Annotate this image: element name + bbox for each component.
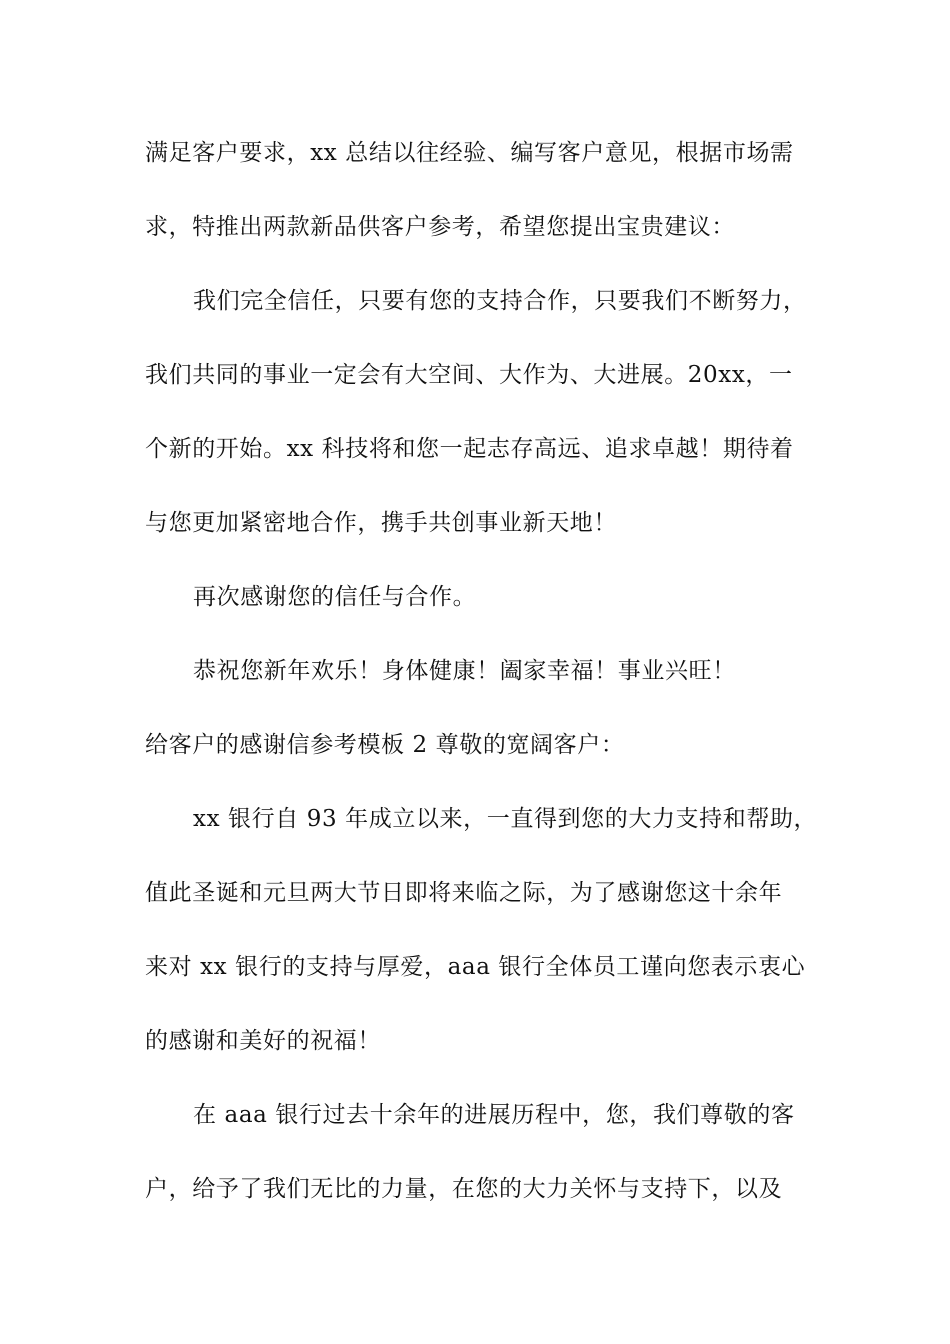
text-line-12: 来对 xx 银行的支持与厚爱，aaa 银行全体员工谨向您表示衷心 — [145, 954, 806, 980]
section-heading: 给客户的感谢信参考模板 2 尊敬的宽阔客户： — [145, 732, 625, 758]
text-line-4: 我们共同的事业一定会有大空间、大作为、大进展。20xx，一 — [145, 362, 793, 388]
text-line-1: 满足客户要求，xx 总结以往经验、编写客户意见，根据市场需 — [145, 140, 794, 166]
text-line-6: 与您更加紧密地合作，携手共创事业新天地！ — [145, 510, 617, 536]
text-line-7: 再次感谢您的信任与合作。 — [193, 584, 477, 610]
text-line-11: 值此圣诞和元旦两大节日即将来临之际，为了感谢您这十余年 — [145, 880, 783, 906]
text-line-13: 的感谢和美好的祝福！ — [145, 1028, 381, 1054]
text-line-14: 在 aaa 银行过去十余年的进展历程中，您，我们尊敬的客 — [193, 1102, 795, 1128]
text-line-10: xx 银行自 93 年成立以来，一直得到您的大力支持和帮助， — [193, 806, 818, 832]
text-line-5: 个新的开始。xx 科技将和您一起志存高远、追求卓越！期待着 — [145, 436, 794, 462]
text-line-15: 户，给予了我们无比的力量，在您的大力关怀与支持下，以及 — [145, 1176, 783, 1202]
text-line-8: 恭祝您新年欢乐！身体健康！阖家幸福！事业兴旺！ — [193, 658, 736, 684]
text-line-2: 求，特推出两款新品供客户参考，希望您提出宝贵建议： — [145, 214, 735, 240]
text-line-3: 我们完全信任，只要有您的支持合作，只要我们不断努力， — [193, 288, 807, 314]
